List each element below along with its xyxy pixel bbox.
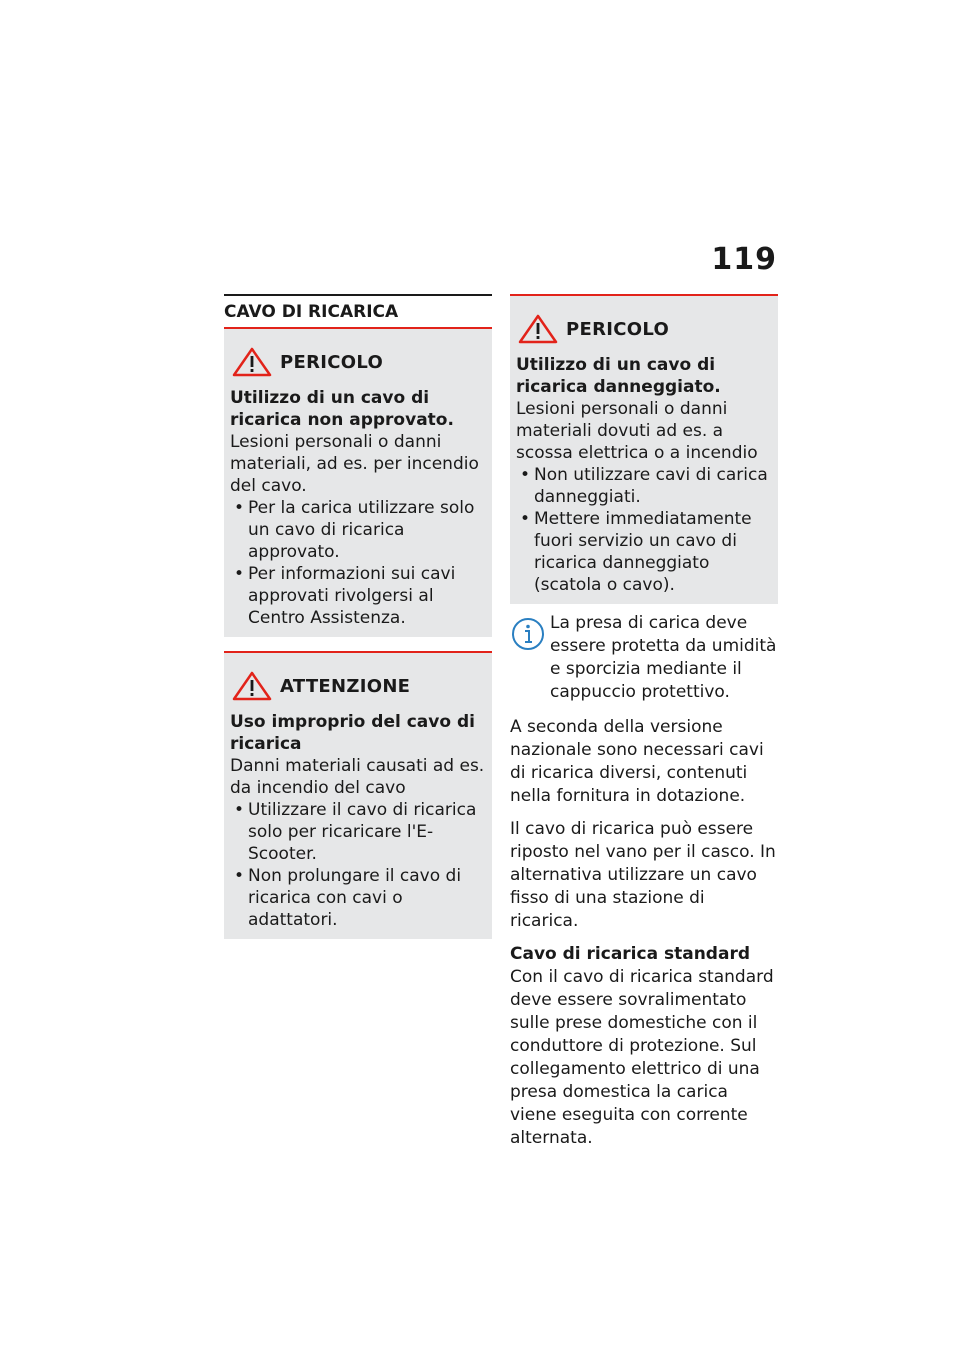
box-label: ATTENZIONE: [280, 675, 411, 697]
box-label: PERICOLO: [566, 318, 670, 340]
list-item: • Per informazioni sui cavi approvati rivolgersi al Centro Assistenza.: [230, 563, 486, 629]
box-list: [516, 464, 772, 596]
left-column: [224, 294, 492, 939]
box-title: Utilizzo di un cavo di ricarica danneggiato.: [516, 355, 721, 397]
danger-box-damaged-cable: [510, 294, 778, 604]
subheading: Cavo di ricarica standard: [510, 944, 750, 964]
box-header: [230, 347, 486, 377]
box-title: Utilizzo di un cavo di ricarica non approvato.: [230, 388, 454, 430]
section-title: CAVO DI RICARICA: [224, 294, 492, 327]
box-list: [230, 799, 486, 931]
box-header: [516, 314, 772, 344]
paragraph: Con il cavo di ricarica standard deve essere sovralimentato sulle prese domestiche con il conduttore di protezione. Sul collegamento elettrico di una presa domestica la carica viene eseguita con corrente alternata.: [510, 967, 774, 1148]
caution-box-improper-use: [224, 651, 492, 939]
paragraph: A seconda della versione nazionale sono necessari cavi di ricarica diversi, contenuti nella fornitura in dotazione.: [510, 717, 764, 806]
box-list: [230, 497, 486, 629]
box-text: Lesioni personali o danni materiali dovuti ad es. a scossa elettrica o a incendio: [516, 399, 758, 463]
warning-triangle-icon: [232, 347, 272, 377]
box-text: Danni materiali causati ad es. da incendio del cavo: [230, 756, 485, 798]
box-header: [230, 671, 486, 701]
list-item: • Utilizzare il cavo di ricarica solo per ricaricare l'E-Scooter.: [230, 799, 486, 865]
info-note: [510, 612, 778, 704]
right-column: [510, 294, 778, 1160]
page-number: 119: [711, 242, 777, 277]
info-icon: [510, 616, 546, 652]
box-label: PERICOLO: [280, 351, 384, 373]
list-item: • Non utilizzare cavi di carica danneggiati.: [516, 464, 772, 508]
body-text: [510, 716, 778, 1150]
box-text: Lesioni personali o danni materiali, ad es. per incendio del cavo.: [230, 432, 479, 496]
danger-box-unapproved-cable: [224, 327, 492, 637]
box-title: Uso improprio del cavo di ricarica: [230, 712, 475, 754]
paragraph: Il cavo di ricarica può essere riposto nel vano per il casco. In alternativa utilizzare un cavo fisso di una stazione di ricarica.: [510, 819, 776, 931]
warning-triangle-icon: [518, 314, 558, 344]
info-text: La presa di carica deve essere protetta da umidità e sporcizia mediante il cappuccio protettivo.: [550, 613, 777, 702]
list-item: • Mettere immediatamente fuori servizio un cavo di ricarica danneggiato (scatola o cavo).: [516, 508, 772, 596]
warning-triangle-icon: [232, 671, 272, 701]
list-item: • Non prolungare il cavo di ricarica con cavi o adattatori.: [230, 865, 486, 931]
list-item: • Per la carica utilizzare solo un cavo di ricarica approvato.: [230, 497, 486, 563]
